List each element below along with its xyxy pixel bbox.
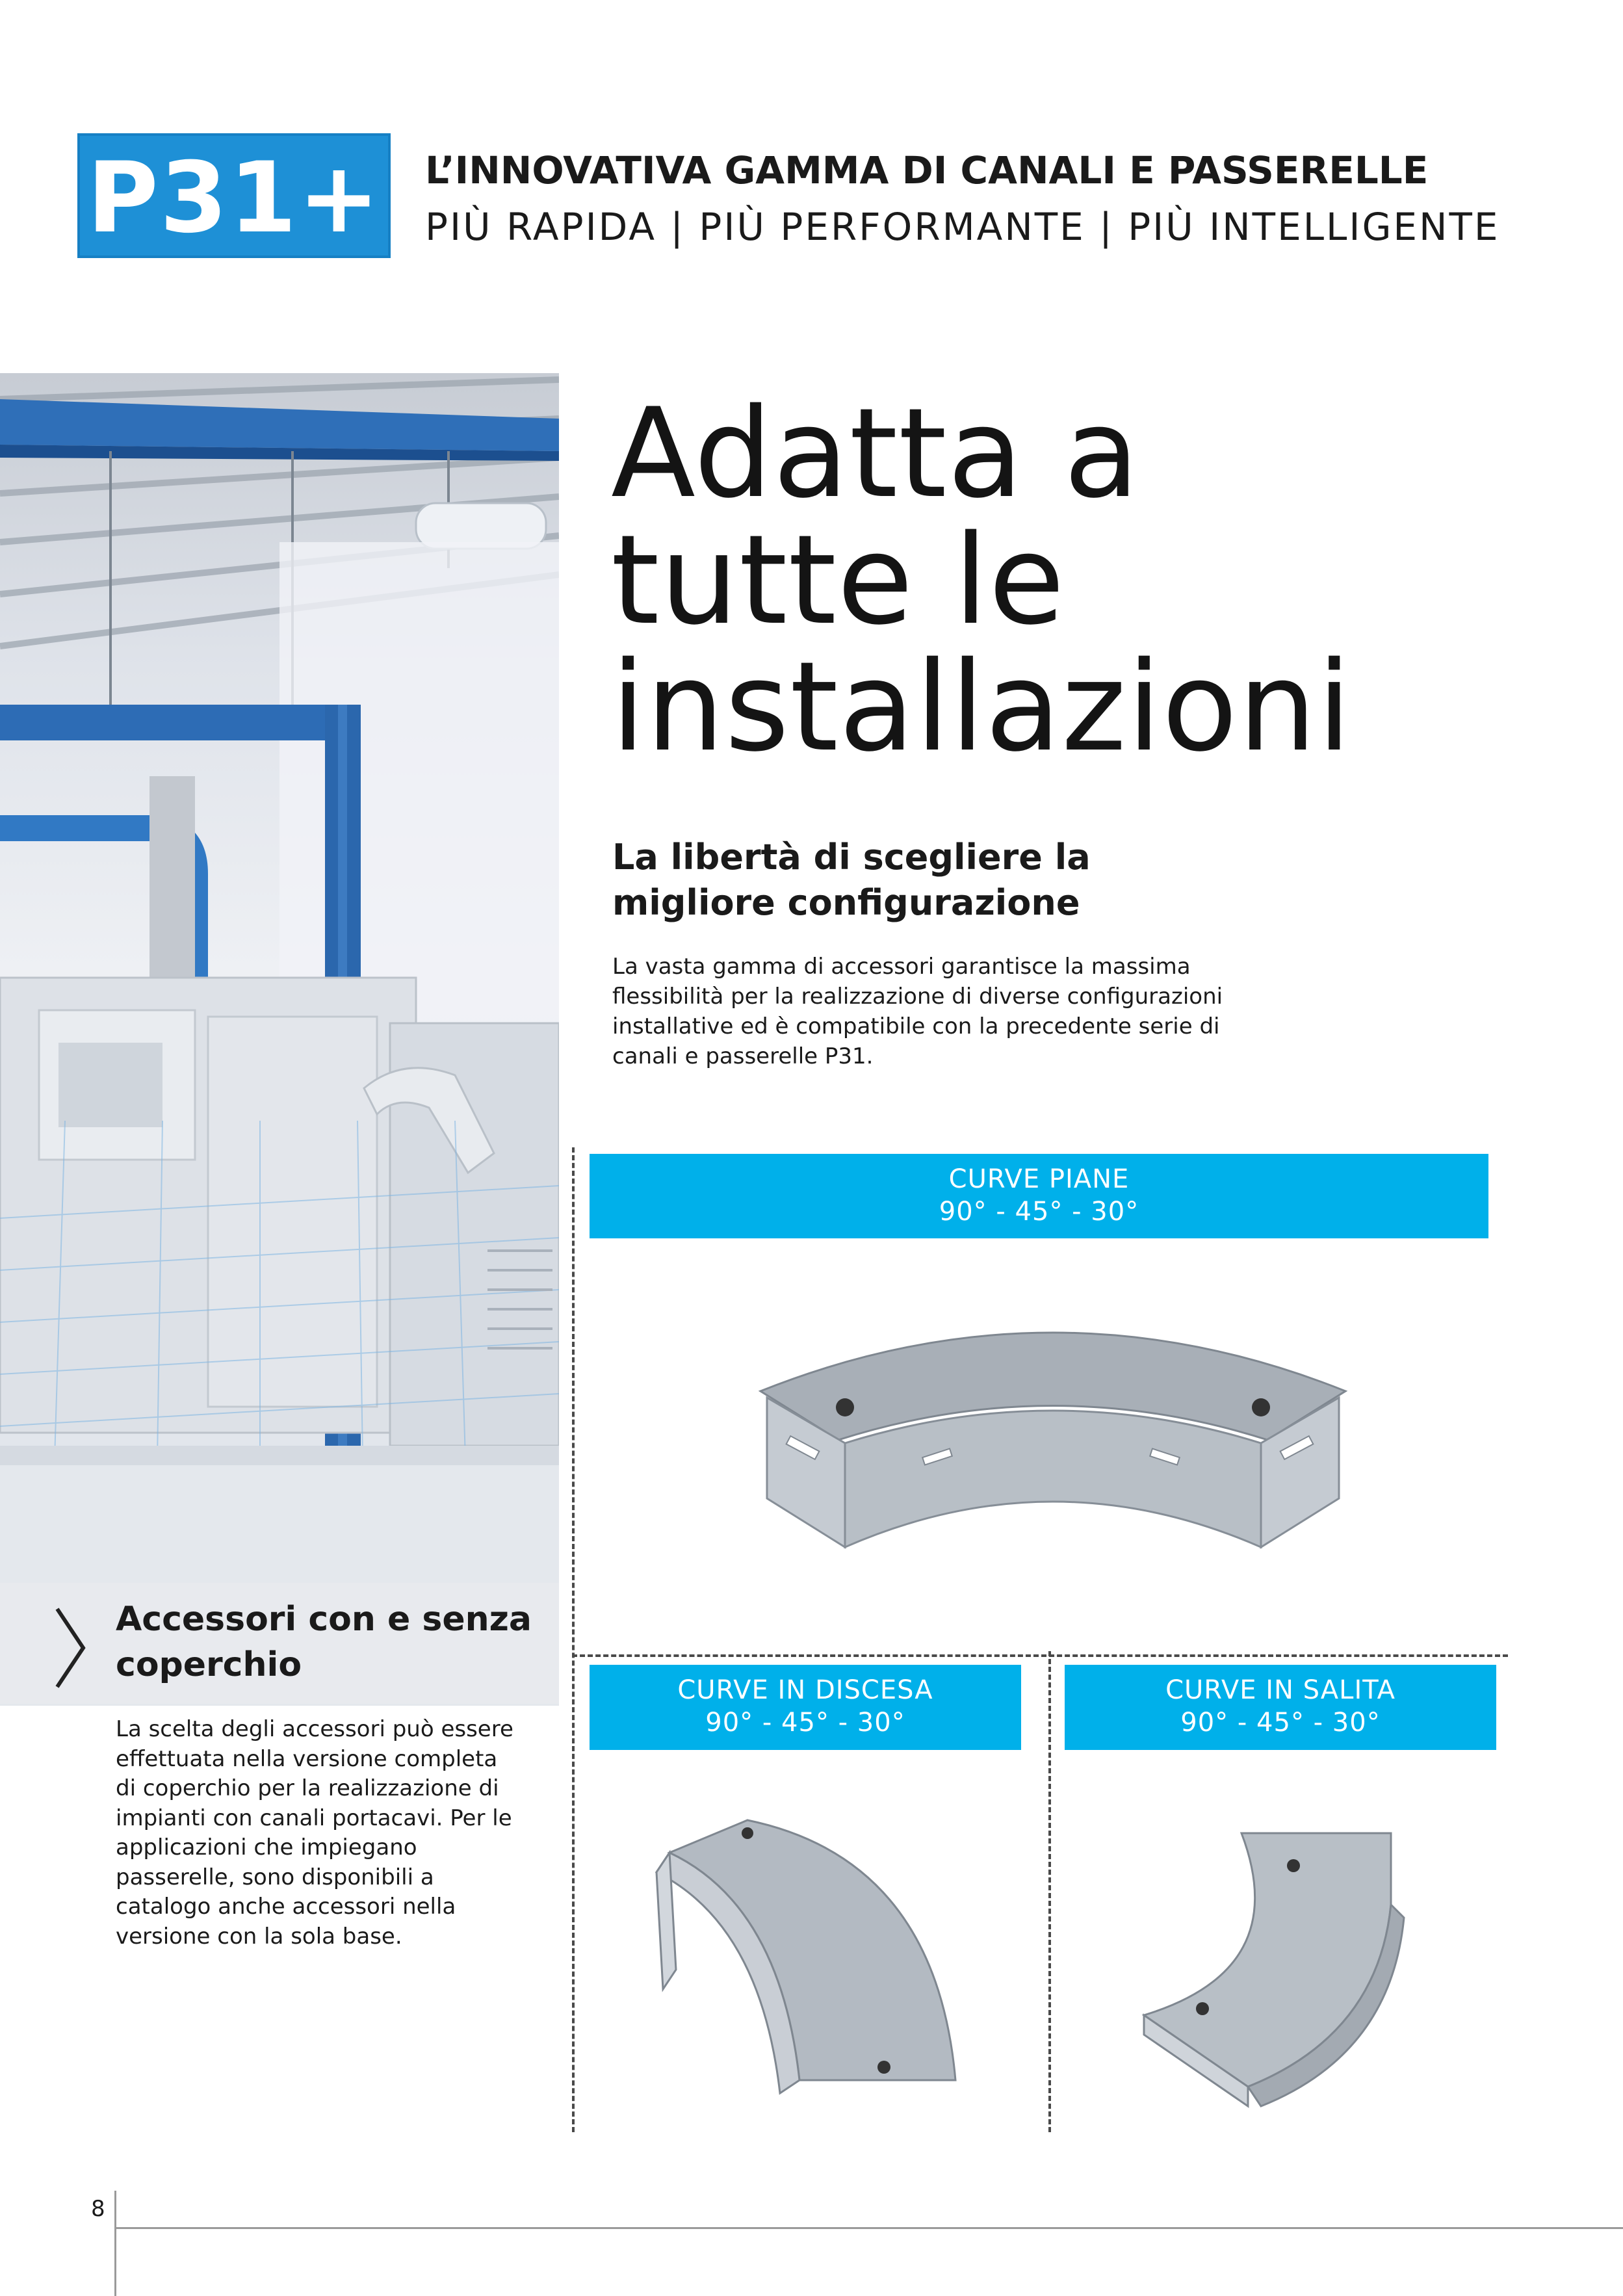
ascending-curve-image bbox=[1131, 1820, 1417, 2115]
main-title bbox=[611, 382, 1353, 779]
main-title-line: Adatta a bbox=[611, 382, 1140, 525]
label-angles: 90° - 45° - 30° bbox=[1180, 1708, 1381, 1738]
accessories-body: La scelta degli accessori può essere effettuata nella versione completa di coperchio per la realizzazione di impianti con canali portacavi. Per le applicazioni che impiegano passerelle, sono disponibili a catalogo anche accessori nella versione con la sola base. bbox=[116, 1716, 513, 1950]
main-title-line: tutte le bbox=[611, 508, 1065, 652]
p31-logo: P31+ bbox=[77, 133, 391, 258]
header-title: L’INNOVATIVA GAMMA DI CANALI E PASSERELLE bbox=[425, 148, 1429, 192]
chevron-right-icon bbox=[51, 1606, 90, 1693]
label-angles: 90° - 45° - 30° bbox=[705, 1708, 905, 1738]
footer-divider-vertical bbox=[114, 2191, 116, 2296]
dashed-divider-middle bbox=[1048, 1651, 1051, 2132]
flat-curve-image bbox=[747, 1300, 1358, 1576]
descending-curve-image bbox=[650, 1807, 988, 2115]
dashed-divider-left bbox=[572, 1147, 575, 2132]
dashed-divider-horizontal bbox=[572, 1654, 1508, 1657]
label-name: CURVE IN SALITA bbox=[1165, 1675, 1396, 1705]
label-curve-salita bbox=[1065, 1665, 1496, 1750]
accessories-title: Accessori con e senza coperchio bbox=[116, 1600, 532, 1684]
header-subtitle: PIÙ RAPIDA | PIÙ PERFORMANTE | PIÙ INTELLIGENTE bbox=[425, 205, 1500, 249]
page-number: 8 bbox=[91, 2196, 105, 2222]
industrial-photo bbox=[0, 373, 559, 1706]
label-curve-discesa bbox=[590, 1665, 1021, 1750]
label-name: CURVE IN DISCESA bbox=[677, 1675, 933, 1705]
label-curve-piane bbox=[590, 1154, 1488, 1238]
label-angles: 90° - 45° - 30° bbox=[939, 1197, 1139, 1227]
label-name: CURVE PIANE bbox=[948, 1164, 1130, 1194]
section-body: La vasta gamma di accessori garantisce la massima flessibilità per la realizzazione di diverse configurazioni installative ed è compatibile con la precedente serie di canali e passerelle P31. bbox=[612, 954, 1223, 1069]
section-heading: La libertà di scegliere la migliore configurazione bbox=[612, 837, 1091, 923]
footer-divider-horizontal bbox=[114, 2227, 1623, 2229]
main-title-line: installazioni bbox=[611, 635, 1353, 779]
